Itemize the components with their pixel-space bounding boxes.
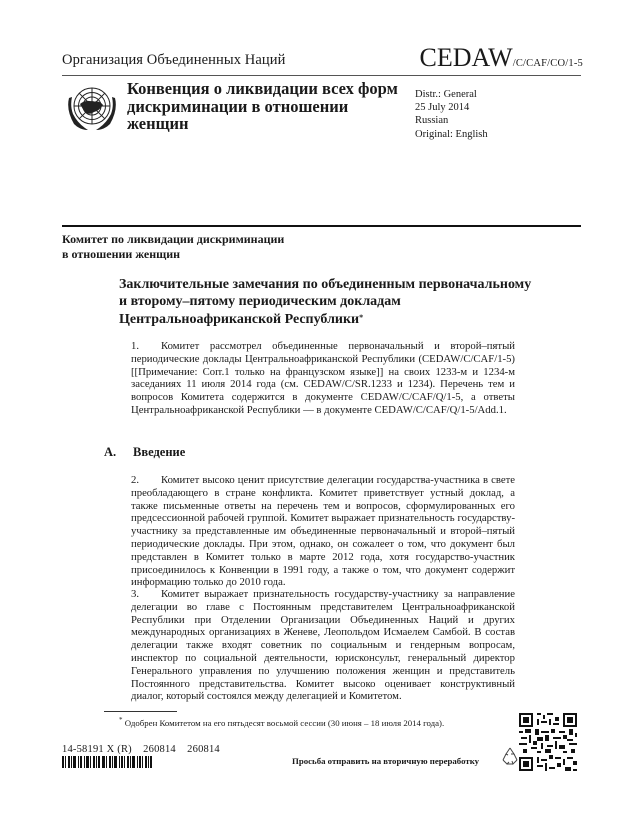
paragraph-text: Комитет рассмотрел объединенные первоначальный и второй–пятый периодические доклады Центральноафриканской Республики (CEDAW/C/CAF/1-5) [[Примечание: Corr.1 только на французском языке]] на своих 1233-м и 1234-м заседаниях 11 июля 2014 года (см. CEDAW/C/SR.1233 и 1234). Перечень тем и вопросов Комитета содержится в документе CEDAW/C/CAF/Q/1-5, а ответы Центральноафриканской Республики — в документе CEDAW/C/CAF/Q/1-5/Add.1. — [131, 340, 515, 416]
distribution-line: Distr.: General — [415, 89, 477, 100]
committee-line-2: в отношении женщин — [62, 247, 181, 261]
paragraph-2 — [131, 474, 515, 589]
footnote-marker: * — [119, 716, 123, 724]
paragraph-number: 1. — [131, 340, 140, 352]
paragraph-text: Комитет выражает признательность государству-участнику за направление делегации во главе с Постоянным представителем Центральноафриканской Республики при Отделении Организации Объединенных Наций и других международных организациях в Женеве, Леопольдом Исмаелем Самбой. В состав делегации также входят советник по социальным и гендерным вопросам, инспектор по социальной деятельности, юрисконсульт, генеральный директор Генерального управления по улучшению положения женщин и представитель Постоянного представительства. Комитет высоко оценивает конструктивный диалог, который состоялся между делегацией и Комитетом. — [131, 588, 515, 703]
date-line: 25 July 2014 — [415, 102, 470, 114]
paragraph-text: Комитет высоко ценит присутствие делегации государства-участника в свете преобладающего в стране конфликта. Комитет приветствует устный доклад, а также письменные ответы на перечень тем и вопросов, сформулированных его предсессионной рабочей группой. Комитет выражает признательность государству-участнику за представленные им объединенные первоначальный и второй–пятый периодические доклады. При этом, однако, он сожалеет о том, что документ был представлен в Комитет только в марте 2012 года, хотя государство-участник присоединилось к Конвенции в 1991 году, а также о том, что документ содержит информацию только до 2010 года. — [131, 474, 515, 589]
organization-name: Организация Объединенных Наций — [62, 52, 286, 68]
section-heading — [104, 445, 185, 460]
original-language-line: Original: English — [415, 128, 488, 140]
committee-line-1: Комитет по ликвидации дискриминации — [62, 232, 285, 246]
footnote — [119, 716, 444, 728]
title-footnote-marker: * — [359, 313, 364, 322]
section-title: Введение — [133, 445, 186, 459]
section-rule — [62, 225, 581, 227]
qr-code-icon — [519, 713, 577, 771]
recycle-notice: Просьба отправить на вторичную переработку — [292, 756, 480, 766]
paragraph-number: 3. — [131, 588, 140, 600]
un-emblem-icon — [64, 80, 120, 136]
committee-name — [62, 232, 284, 262]
footnote-rule — [104, 711, 177, 712]
document-symbol — [419, 45, 583, 77]
footnote-text: Одобрен Комитетом на его пятьдесят восьмой сессии (30 июня – 18 июля 2014 года). — [122, 717, 445, 728]
distribution-block — [415, 88, 488, 141]
paragraph-1 — [131, 340, 515, 417]
document-title-text: Заключительные замечания по объединенным первоначальному и второму–пятому периодическим докладам Центральноафриканской Республики — [119, 277, 532, 327]
job-number: 14-58191 X (R) 260814 260814 — [62, 744, 220, 755]
symbol-suffix: /C/CAF/CO/1-5 — [512, 58, 583, 69]
document-title — [119, 277, 539, 329]
paragraph-number: 2. — [131, 474, 140, 486]
header-rule — [62, 75, 581, 76]
language-line: Russian — [415, 115, 449, 127]
paragraph-3 — [131, 588, 515, 703]
barcode-icon — [62, 756, 176, 768]
symbol-main: CEDAW — [419, 43, 513, 72]
recycle-icon — [499, 745, 521, 767]
convention-title: Конвенция о ликвидации всех форм дискриминации в отношении женщин — [127, 79, 398, 133]
section-letter: A. — [104, 445, 117, 459]
